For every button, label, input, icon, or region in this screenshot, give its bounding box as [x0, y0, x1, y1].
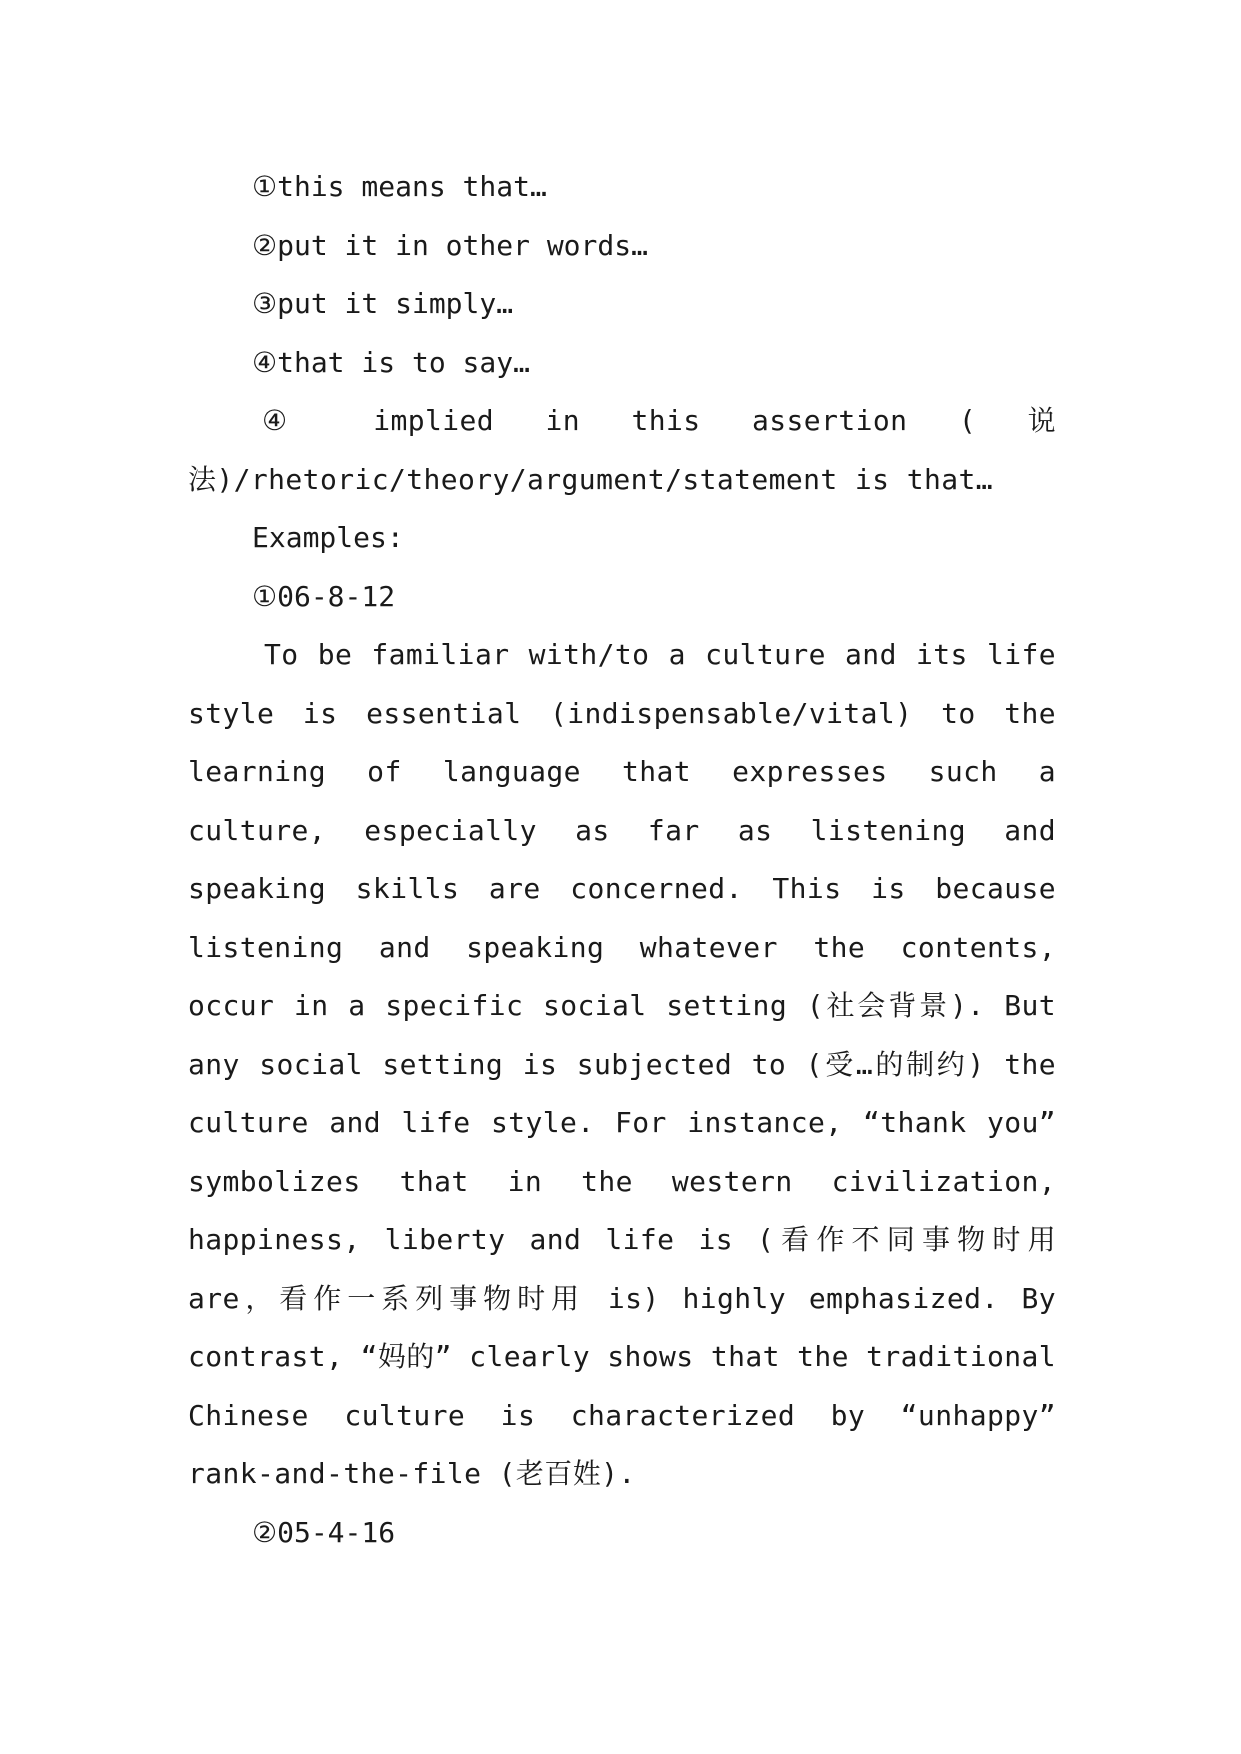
phrase-item-1: ①this means that… — [252, 170, 547, 203]
examples-heading: Examples: — [252, 521, 404, 554]
phrase-item-2: ②put it in other words… — [252, 228, 648, 262]
example-1-reference: ①06-8-12 — [252, 579, 396, 613]
document-body — [188, 158, 1056, 1562]
phrase-item-5: ④ implied in this assertion ( 说法)/rhetoric/theory/argument/statement is that… — [188, 404, 1056, 496]
example-1-paragraph: To be familiar with/to a culture and its life style is essential (indispensable/vital) to the learning of language that expresses such a culture, especially as far as listening and speaking skills are concerned. This is because listening and speaking whatever the contents, occur in a specific social setting (社会背景). But any social setting is subjected to (受…的制约) the culture and life style. For instance, “thank you” symbolizes that in the western civilization, happiness, liberty and life is (看作不同事物时用 are，看作一系列事物时用 is) highly emphasized. By contrast, “妈的” clearly shows that the traditional Chinese culture is characterized by “unhappy” rank-and-the-file (老百姓). — [188, 638, 1056, 1490]
phrase-item-4: ④that is to say… — [252, 345, 530, 379]
phrase-item-3: ③put it simply… — [252, 287, 514, 320]
example-2-reference: ②05-4-16 — [252, 1515, 396, 1549]
